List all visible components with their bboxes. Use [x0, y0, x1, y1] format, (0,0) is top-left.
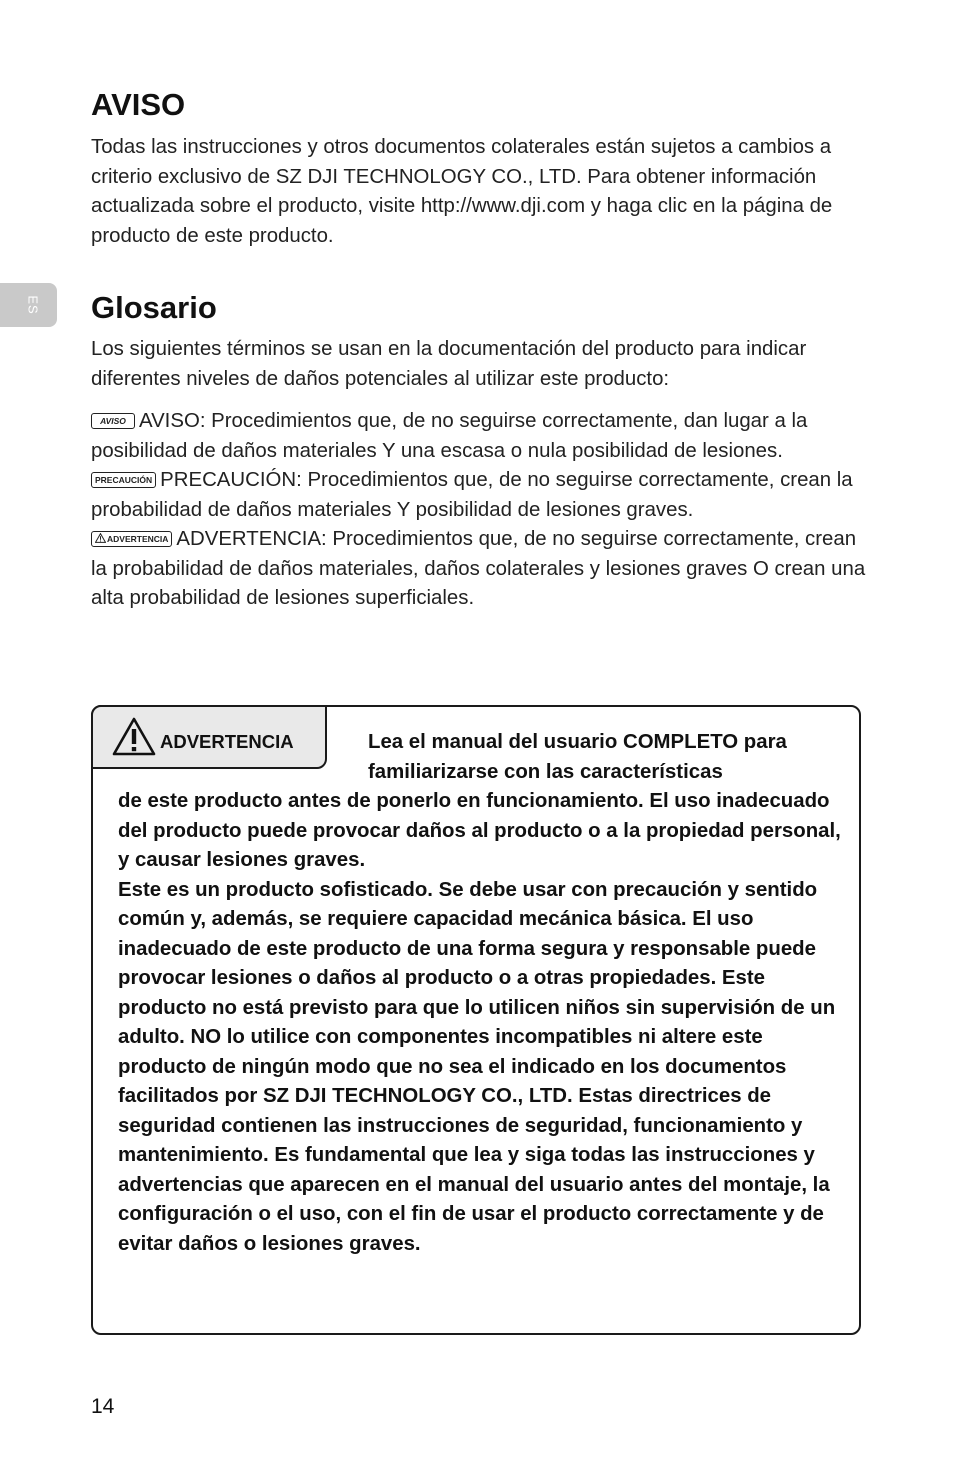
warning-triangle-icon [112, 717, 156, 756]
warning-triangle-icon [95, 533, 106, 543]
aviso-heading: AVISO [91, 87, 186, 122]
page-number: 14 [91, 1395, 115, 1418]
language-tab [0, 283, 57, 327]
term-precaucion [91, 466, 876, 525]
term-advertencia-text: ADVERTENCIA: Procedimientos que, de no seguirse correctamente, crean la probabilidad de daños materiales, daños colaterales y lesiones graves O crean una alta probabilidad de lesiones superficiales. [91, 528, 866, 609]
warning-intro: Lea el manual del usuario COMPLETO para familiarizarse con las características [368, 731, 787, 783]
advertencia-badge [91, 531, 172, 547]
glosario-heading: Glosario [91, 290, 217, 325]
advertencia-badge-label: ADVERTENCIA [107, 534, 169, 544]
term-aviso [91, 407, 876, 466]
aviso-body: Todas las instrucciones y otros documentos colaterales están sujetos a cambios a criterio exclusivo de SZ DJI TECHNOLOGY CO., LTD. Para obtener información actualizada sobre el producto, visite http://www.dji.com y haga clic en la página de producto de este producto. [91, 136, 833, 247]
warning-body: de este producto antes de ponerlo en funcionamiento. El uso inadecuado del producto puede provocar daños al producto o a la propiedad personal, y causar lesiones graves. Este es un producto sofisticado. Se debe usar con precaución y sentido común y, además, se requiere capacidad mecánica básica. El uso inadecuado de este producto de una forma segura y responsable puede provocar lesiones o daños al producto o a otras propiedades. Este producto no está previsto para que lo utilicen niños sin supervisión de un adulto. NO lo utilice con componentes incompatibles ni altere este producto de ningún modo que no sea el indicado en los documentos facilitados por SZ DJI TECHNOLOGY CO., LTD. Estas directrices de seguridad contienen las instrucciones de seguridad, funcionamiento y mantenimiento. Es fundamental que lea y siga todas las instrucciones y advertencias que aparecen en el manual del usuario antes del montaje, la configuración o el uso, con el fin de usar el producto correctamente y de evitar daños o lesiones graves. [118, 790, 841, 1255]
aviso-badge: AVISO [91, 413, 135, 429]
term-advertencia [91, 525, 876, 614]
precaucion-badge: PRECAUCIÓN [91, 472, 156, 488]
warning-label: ADVERTENCIA [160, 731, 294, 752]
language-tab-label: ES [25, 295, 41, 315]
warning-box [91, 705, 861, 1335]
glosario-terms [91, 407, 876, 614]
term-precaucion-text: PRECAUCIÓN: Procedimientos que, de no seguirse correctamente, crean la probabilidad de daños materiales Y posibilidad de lesiones graves. [91, 469, 853, 521]
glosario-intro: Los siguientes términos se usan en la documentación del producto para indicar diferentes niveles de daños potenciales al utilizar este producto: [91, 338, 807, 390]
warning-label-tab [91, 705, 327, 769]
term-aviso-text: AVISO: Procedimientos que, de no seguirse correctamente, dan lugar a la posibilidad de daños materiales Y una escasa o nula posibilidad de lesiones. [91, 410, 808, 462]
